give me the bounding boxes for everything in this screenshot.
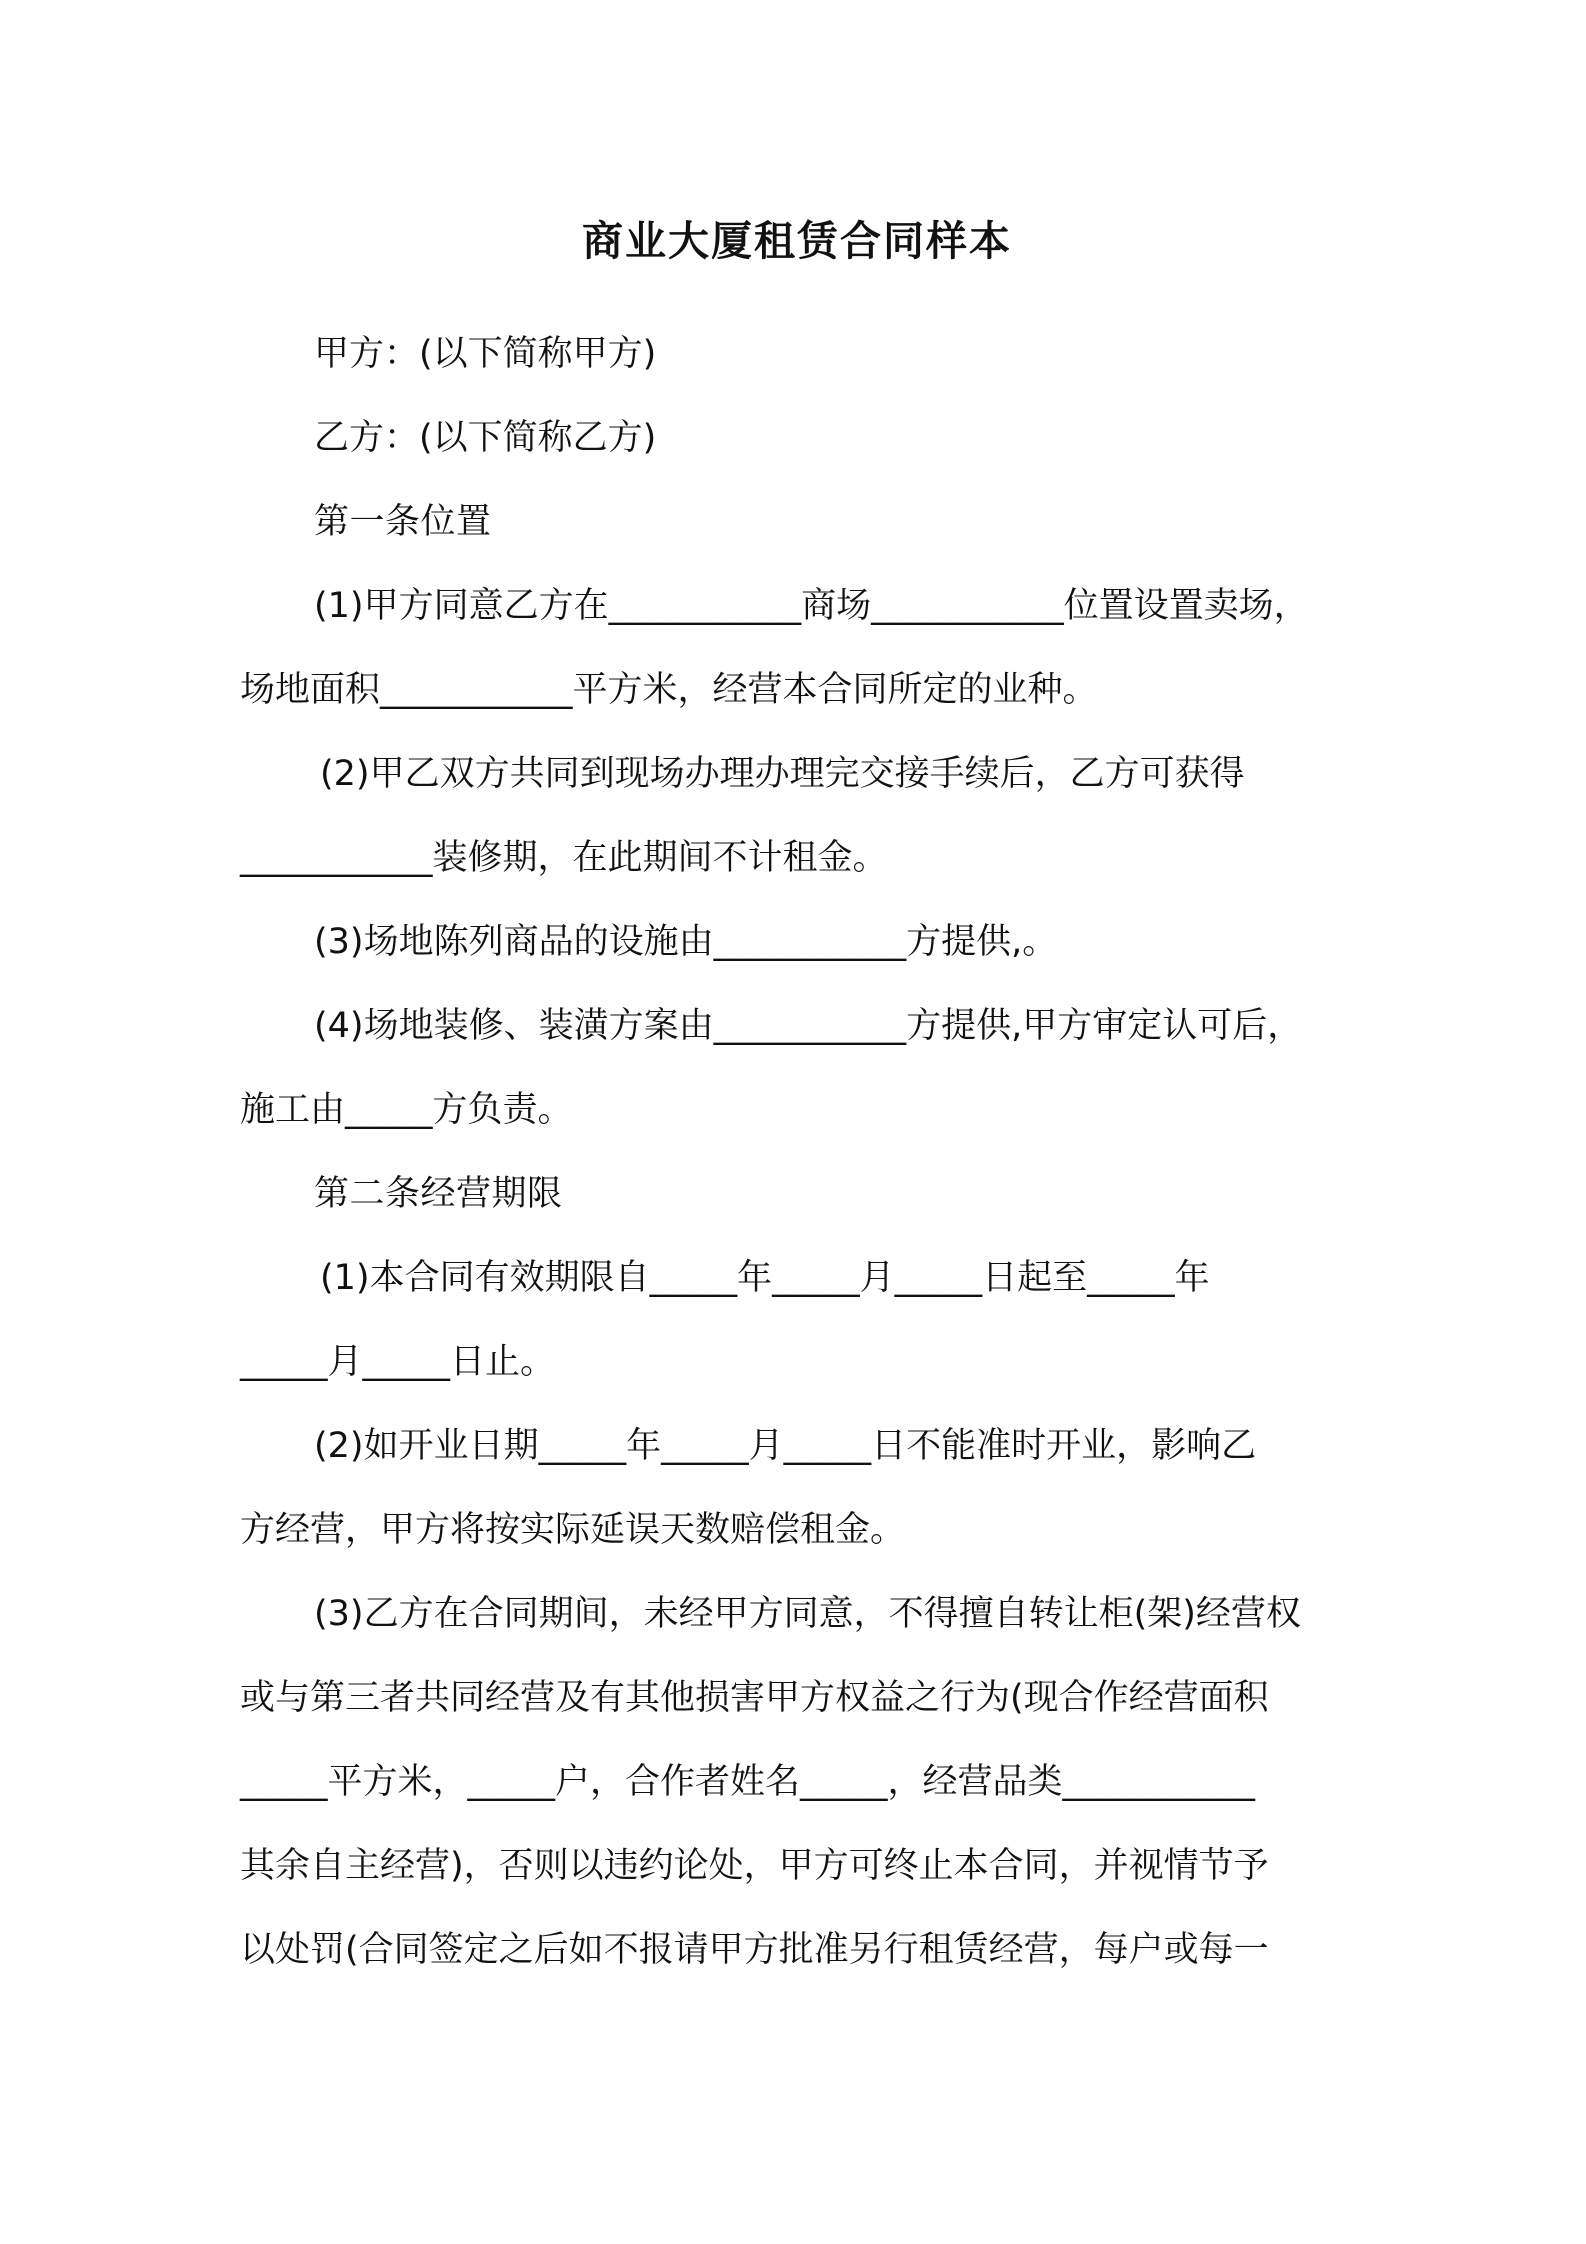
article-2-clause-3-line-5: 以处罚(合同签定之后如不报请甲方批准另行租赁经营，每户或每一 bbox=[240, 1930, 1269, 1970]
party-a-line: 甲方：(以下简称甲方) bbox=[314, 334, 657, 374]
article-2-clause-3-line-1: (3)乙方在合同期间，未经甲方同意，不得擅自转让柜(架)经营权 bbox=[314, 1594, 1301, 1634]
document-title: 商业大厦租赁合同样本 bbox=[582, 217, 1012, 265]
party-b-line: 乙方：(以下简称乙方) bbox=[314, 418, 657, 458]
article-1-clause-4-line-2: 施工由_____方负责。 bbox=[240, 1090, 573, 1130]
article-2-clause-2-line-2: 方经营，甲方将按实际延误天数赔偿租金。 bbox=[240, 1510, 906, 1550]
article-1-clause-3: (3)场地陈列商品的设施由___________方提供,。 bbox=[314, 922, 1058, 962]
article-1-heading: 第一条位置 bbox=[314, 502, 492, 542]
article-2-heading: 第二条经营期限 bbox=[314, 1174, 563, 1214]
article-1-clause-4-line-1: (4)场地装修、装潢方案由___________方提供,甲方审定认可后， bbox=[314, 1006, 1303, 1046]
article-1-clause-2-line-2: ___________装修期，在此期间不计租金。 bbox=[240, 838, 888, 878]
article-2-clause-3-line-3: _____平方米，_____户，合作者姓名_____，经营品类___________ bbox=[240, 1762, 1256, 1802]
article-2-clause-3-line-2: 或与第三者共同经营及有其他损害甲方权益之行为(现合作经营面积 bbox=[240, 1678, 1269, 1718]
article-2-clause-1-line-1: (1)本合同有效期限自_____年_____月_____日起至_____年 bbox=[320, 1258, 1210, 1298]
article-2-clause-2-line-1: (2)如开业日期_____年_____月_____日不能准时开业，影响乙 bbox=[314, 1426, 1257, 1466]
article-1-clause-1-line-2: 场地面积___________平方米，经营本合同所定的业种。 bbox=[240, 670, 1098, 710]
article-1-clause-2-line-1: (2)甲乙双方共同到现场办理办理完交接手续后，乙方可获得 bbox=[320, 754, 1245, 794]
article-2-clause-1-line-2: _____月_____日止。 bbox=[240, 1342, 556, 1382]
article-2-clause-3-line-4: 其余自主经营)，否则以违约论处，甲方可终止本合同，并视情节予 bbox=[240, 1846, 1269, 1886]
article-1-clause-1-line-1: (1)甲方同意乙方在___________商场___________位置设置卖场， bbox=[314, 586, 1309, 626]
